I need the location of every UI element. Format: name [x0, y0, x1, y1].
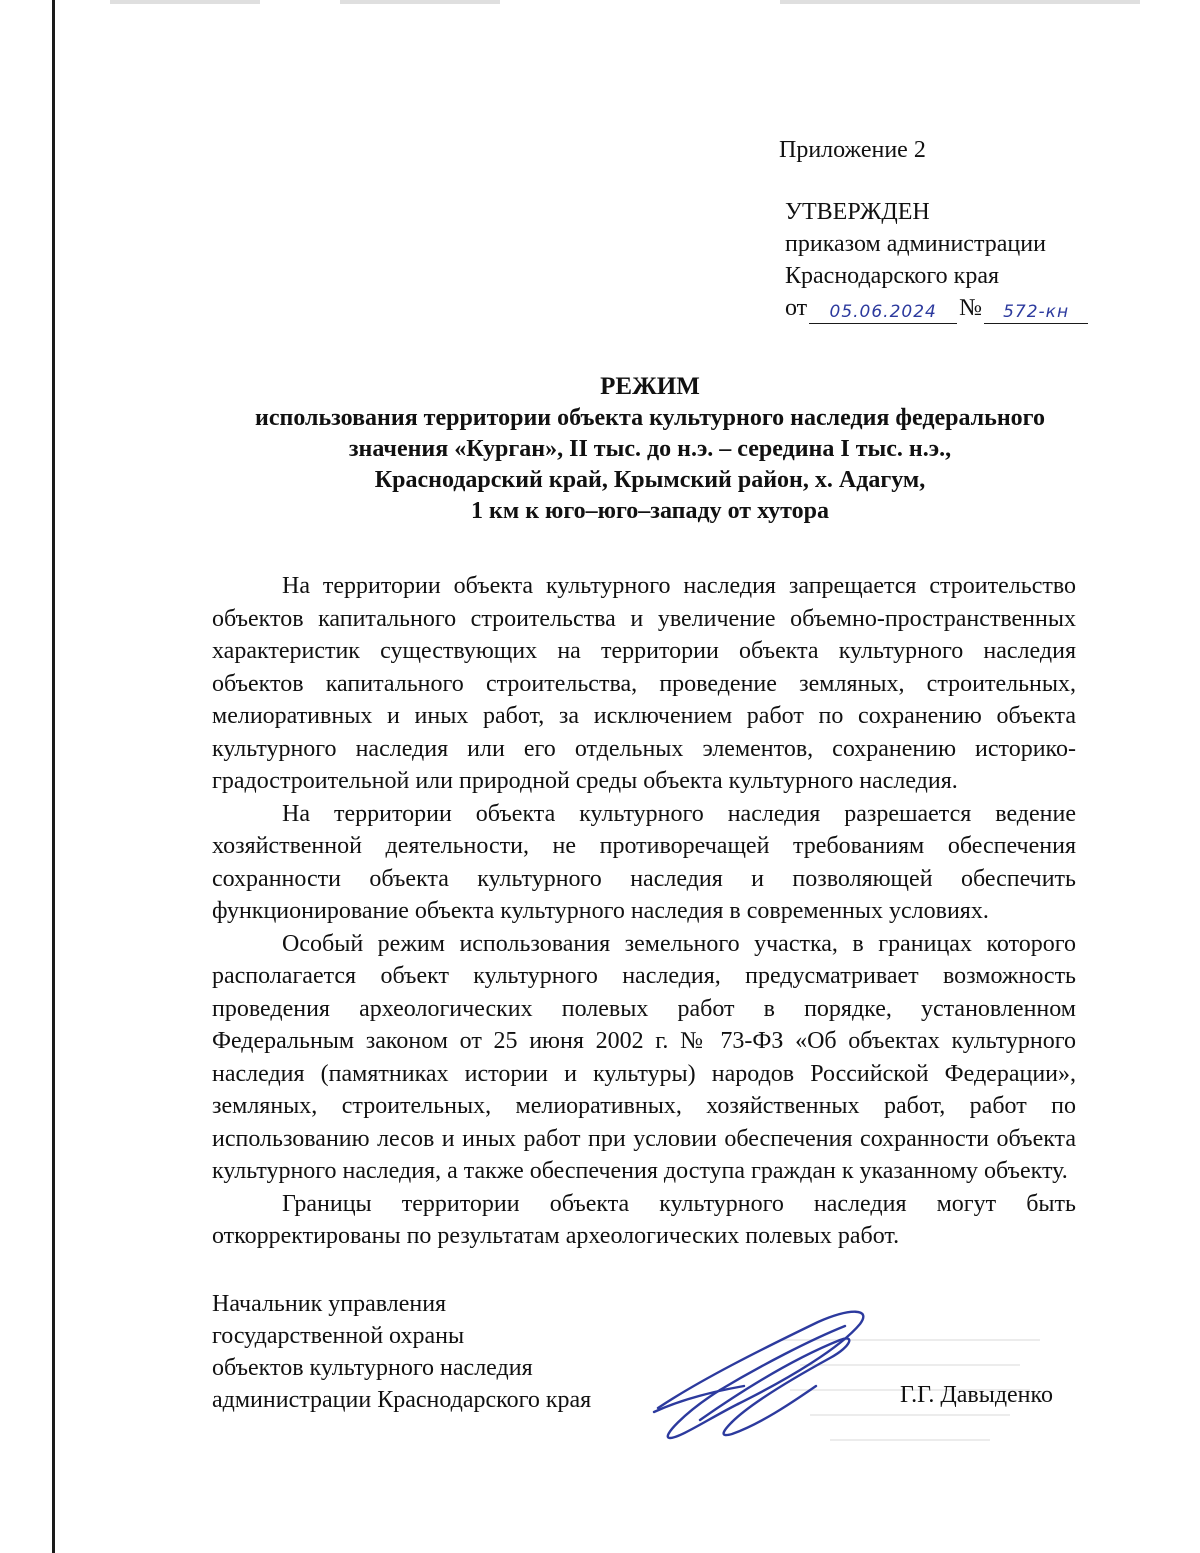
- title-main: РЕЖИМ: [600, 373, 700, 400]
- position-line: объектов культурного наследия: [212, 1355, 533, 1381]
- position-line: государственной охраны: [212, 1323, 465, 1349]
- appendix-label: Приложение 2: [779, 137, 926, 163]
- body-paragraph: Границы территории объекта культурного наследия могут быть откорректированы по результатам археологических полевых работ.: [212, 1190, 1076, 1249]
- body-paragraph: На территории объекта культурного наследия разрешается ведение хозяйственной деятельности, не противоречащей требованиям обеспечения сохранности объекта культурного наследия и позволяющей обеспечить функционирование объекта культурного наследия в современных условиях.: [212, 800, 1076, 924]
- approved-heading: УТВЕРЖДЕН: [785, 199, 930, 225]
- title-line: Краснодарский край, Крымский район, х. Адагум,: [374, 467, 926, 493]
- approved-region: Краснодарского края: [785, 263, 1000, 289]
- scan-smudge: [340, 0, 500, 4]
- title-line: значения «Курган», II тыс. до н.э. – середина I тыс. н.э.,: [348, 436, 952, 462]
- title-line: 1 км к юго–юго–западу от хутора: [471, 498, 829, 524]
- scan-smudge: [780, 0, 1140, 4]
- signatory-name: Г.Г. Давыденко: [900, 1382, 1053, 1408]
- signatory-position: [212, 1288, 591, 1416]
- approved-by-order: приказом администрации: [785, 231, 1046, 257]
- date-prefix: от: [785, 295, 808, 321]
- number-prefix: №: [959, 295, 983, 321]
- approval-block: [785, 196, 1090, 324]
- handwritten-signature: [640, 1300, 890, 1450]
- order-date-number-line: [785, 292, 1090, 324]
- handwritten-order-number: 572-кн: [984, 301, 1088, 324]
- document-title: [210, 371, 1090, 527]
- body-paragraph: На территории объекта культурного наследия запрещается строительство объектов капитального строительства и увеличение объемно-пространственных характеристик существующих на территории объекта культурного наследия объектов капитального строительства, проведение земляных, строительных, мелиоративных и иных работ, за исключением работ по сохранению объекта культурного наследия или его отдельных элементов, сохранению историко-градостроительной или природной среды объекта культурного наследия.: [212, 573, 1076, 794]
- scan-edge-line: [52, 0, 55, 1553]
- document-body: [212, 570, 1076, 1253]
- position-line: администрации Краснодарского края: [212, 1387, 592, 1413]
- handwritten-order-date: 05.06.2024: [809, 301, 957, 324]
- title-line: использования территории объекта культурного наследия федерального: [255, 405, 1045, 431]
- position-line: Начальник управления: [212, 1291, 447, 1317]
- scan-smudge: [110, 0, 260, 4]
- body-paragraph: Особый режим использования земельного участка, в границах которого располагается объект культурного наследия, предусматривает возможность проведения археологических полевых работ в порядке, установленном Федеральным законом от 25 июня 2002 г. № 73-ФЗ «Об объектах культурного наследия (памятниках истории и культуры) народов Российской Федерации», земляных, строительных, мелиоративных, хозяйственных работ, работ по использованию лесов и иных работ при условии обеспечения сохранности объекта культурного наследия, а также обеспечения доступа граждан к указанному объекту.: [212, 930, 1076, 1184]
